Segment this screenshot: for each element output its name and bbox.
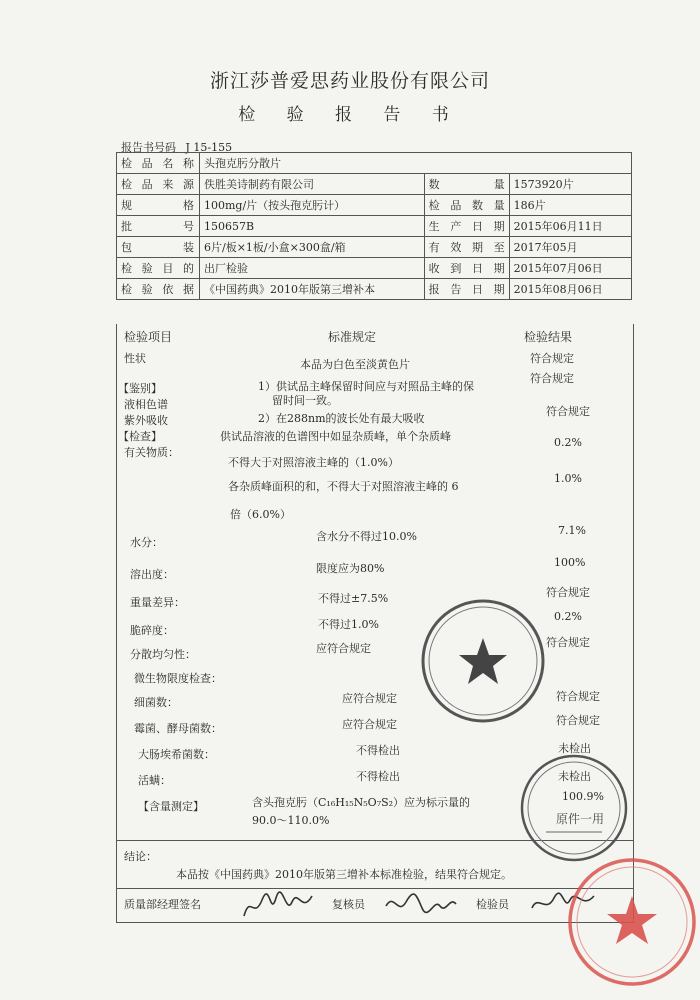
report-number-label: 报告书号码 bbox=[121, 141, 176, 154]
received-value: 2015年07月06日 bbox=[509, 258, 631, 279]
reviewer-signature bbox=[382, 888, 460, 922]
basis-label: 检验依据 bbox=[117, 279, 200, 300]
std-assay-1: 含头孢克肟（C₁₆H₁₅N₅O₇S₂）应为标示量的 bbox=[252, 796, 471, 809]
batch-label: 批 号 bbox=[117, 216, 200, 237]
res-related-total: 1.0% bbox=[554, 472, 582, 485]
item-dissolution: 溶出度： bbox=[130, 568, 174, 581]
product-name-label: 检品名称 bbox=[117, 153, 200, 174]
purpose-label: 检验目的 bbox=[117, 258, 200, 279]
std-identification-2: 2）在288nm的波长处有最大吸收 bbox=[258, 412, 425, 425]
item-tests: 【检查】 bbox=[118, 430, 162, 443]
item-appearance: 性状 bbox=[124, 352, 146, 365]
item-dispersion: 分散均匀性： bbox=[130, 648, 196, 661]
res-ecoli: 未检出 bbox=[558, 742, 591, 755]
res-assay: 100.9% bbox=[562, 790, 604, 803]
std-identification-1: 1）供试品主峰保留时间应与对照品主峰的保 bbox=[258, 380, 474, 393]
item-weight-variation: 重量差异： bbox=[130, 596, 185, 609]
std-identification-1b: 留时间一致。 bbox=[272, 394, 338, 407]
std-related-3: 各杂质峰面积的和，不得大于对照溶液主峰的 6 bbox=[228, 480, 459, 493]
res-mites: 未检出 bbox=[558, 770, 591, 783]
company-name: 浙江莎普爱思药业股份有限公司 bbox=[209, 70, 490, 92]
item-uv: 紫外吸收 bbox=[124, 414, 168, 427]
std-dispersion: 应符合规定 bbox=[316, 642, 371, 655]
res-mold-yeast: 符合规定 bbox=[556, 714, 600, 727]
report-date-label: 报告日期 bbox=[424, 279, 509, 300]
std-appearance: 本品为白色至淡黄色片 bbox=[300, 358, 410, 371]
received-label: 收到日期 bbox=[424, 258, 509, 279]
res-dispersion: 符合规定 bbox=[546, 636, 590, 649]
qa-manager-signature bbox=[240, 890, 316, 926]
qa-manager-label: 质量部经理签名 bbox=[124, 898, 201, 911]
std-assay-2: 90.0～110.0% bbox=[252, 814, 330, 827]
expiry-value: 2017年05月 bbox=[509, 237, 631, 258]
expiry-label: 有效期至 bbox=[424, 237, 509, 258]
item-bacteria: 细菌数： bbox=[134, 696, 178, 709]
item-ecoli: 大肠埃希菌数： bbox=[138, 748, 215, 761]
column-item: 检验项目 bbox=[124, 330, 173, 344]
quantity-label: 数 量 bbox=[424, 174, 509, 195]
std-related-1: 供试品溶液的色谱图中如显杂质峰，单个杂质峰 bbox=[220, 430, 451, 443]
std-mites: 不得检出 bbox=[356, 770, 400, 783]
package-value: 6片/板×1板/小盒×300盒/箱 bbox=[200, 237, 425, 258]
res-friability: 0.2% bbox=[554, 610, 582, 623]
item-identification: 【鉴别】 bbox=[118, 382, 162, 395]
distributor-seal-stamp bbox=[566, 856, 698, 988]
spec-value: 100mg/片（按头孢克肟计） bbox=[200, 195, 425, 216]
std-related-2: 不得大于对照溶液主峰的（1.0%） bbox=[228, 456, 399, 469]
prod-date-value: 2015年06月11日 bbox=[509, 216, 631, 237]
item-assay: 【含量测定】 bbox=[138, 800, 204, 813]
report-number-value: J 15-155 bbox=[185, 141, 233, 154]
purpose-value: 出厂检验 bbox=[200, 258, 425, 279]
basis-value: 《中国药典》2010年版第三增补本 bbox=[200, 279, 425, 300]
item-microbial: 微生物限度检查： bbox=[134, 672, 222, 685]
quantity-value: 1573920片 bbox=[509, 174, 631, 195]
company-seal-stamp bbox=[418, 596, 548, 726]
res-identification: 符合规定 bbox=[530, 372, 574, 385]
res-appearance: 符合规定 bbox=[530, 352, 574, 365]
qc-seal-text: 原件一用 bbox=[556, 812, 605, 826]
std-friability: 不得过1.0% bbox=[318, 618, 379, 631]
res-related-single: 0.2% bbox=[554, 436, 582, 449]
conclusion-text: 本品按《中国药典》2010年版第三增补本标准检验，结果符合规定。 bbox=[176, 868, 512, 881]
prod-date-label: 生产日期 bbox=[424, 216, 509, 237]
std-related-4: 倍（6.0%） bbox=[230, 508, 291, 521]
reviewer-label: 复核员 bbox=[332, 898, 365, 911]
document-title: 检 验 报 告 书 bbox=[238, 105, 462, 125]
source-value: 佚胜美诗制药有限公司 bbox=[200, 174, 425, 195]
inspector-label: 检验员 bbox=[476, 898, 509, 911]
res-bacteria: 符合规定 bbox=[556, 690, 600, 703]
res-water: 7.1% bbox=[558, 524, 586, 537]
conclusion-label: 结论： bbox=[124, 850, 157, 863]
std-weight-variation: 不得过±7.5% bbox=[318, 592, 389, 605]
source-label: 检品来源 bbox=[117, 174, 200, 195]
std-bacteria: 应符合规定 bbox=[342, 692, 397, 705]
res-dissolution: 100% bbox=[554, 556, 586, 569]
res-uv: 符合规定 bbox=[546, 405, 590, 418]
header-table bbox=[116, 152, 632, 300]
item-hplc: 液相色谱 bbox=[124, 398, 168, 411]
batch-value: 150657B bbox=[200, 216, 425, 237]
report-date-value: 2015年08月06日 bbox=[509, 279, 631, 300]
std-ecoli: 不得检出 bbox=[356, 744, 400, 757]
column-standard: 标准规定 bbox=[328, 330, 377, 344]
item-water: 水分： bbox=[130, 536, 163, 549]
sample-qty-value: 186片 bbox=[509, 195, 631, 216]
product-name-value: 头孢克肟分散片 bbox=[200, 153, 632, 174]
res-weight-variation: 符合规定 bbox=[546, 586, 590, 599]
qc-seal-stamp bbox=[518, 752, 630, 864]
item-related-substances: 有关物质： bbox=[124, 446, 179, 459]
item-mold-yeast: 霉菌、酵母菌数： bbox=[134, 722, 222, 735]
sample-qty-label: 检品数量 bbox=[424, 195, 509, 216]
package-label: 包 装 bbox=[117, 237, 200, 258]
std-water: 含水分不得过10.0% bbox=[316, 530, 417, 543]
spec-label: 规 格 bbox=[117, 195, 200, 216]
std-dissolution: 限度应为80% bbox=[316, 562, 385, 575]
item-mites: 活螨： bbox=[138, 774, 171, 787]
item-friability: 脆碎度： bbox=[130, 624, 174, 637]
column-result: 检验结果 bbox=[524, 330, 573, 344]
std-mold-yeast: 应符合规定 bbox=[342, 718, 397, 731]
